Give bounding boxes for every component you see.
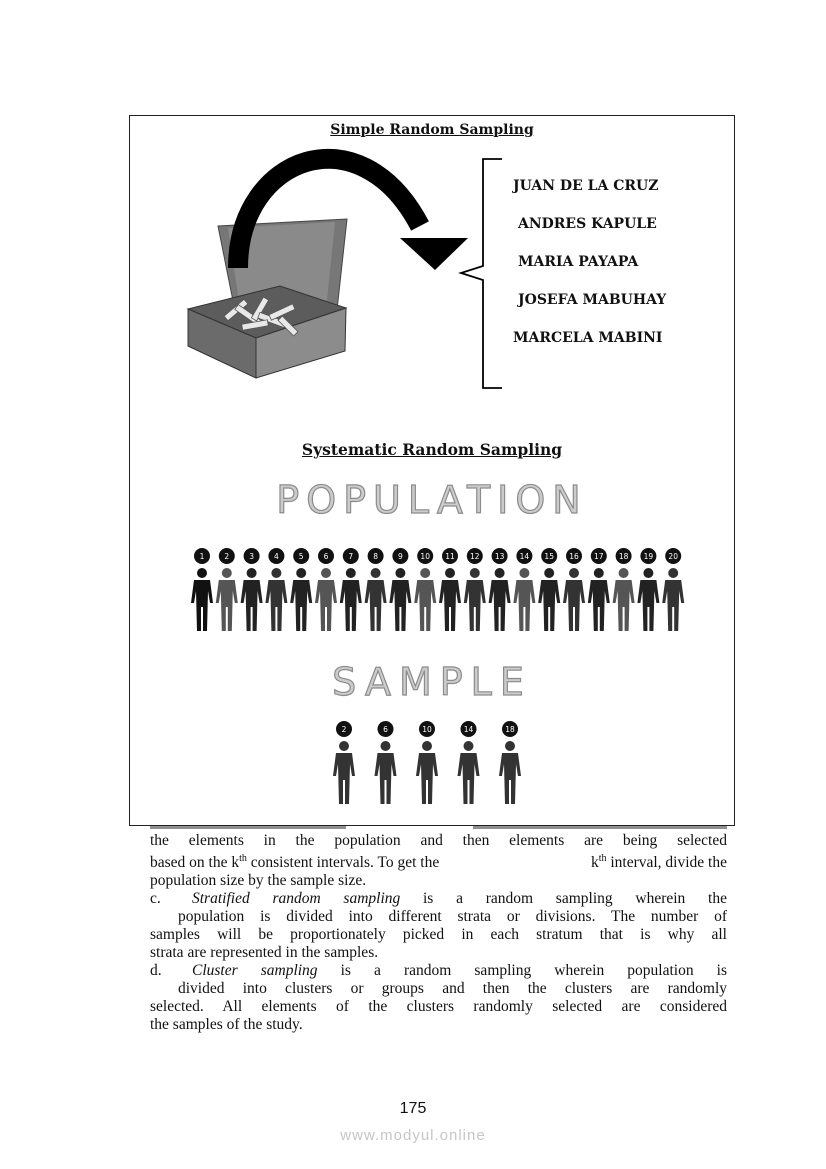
number-label: 19 bbox=[643, 552, 654, 561]
person-figure bbox=[340, 548, 362, 631]
paragraph-line: divided into clusters or groups and then the clusters are randomly bbox=[178, 980, 727, 998]
person-figure bbox=[489, 548, 511, 631]
number-label: 12 bbox=[470, 552, 480, 561]
person-figure bbox=[315, 548, 337, 631]
item-d-line bbox=[150, 962, 727, 980]
paragraph-line: samples will be proportionately picked in each stratum that is why all bbox=[150, 926, 727, 944]
systematic-random-sampling-title: Systematic Random Sampling bbox=[301, 440, 563, 459]
person-head bbox=[544, 568, 554, 578]
number-label: 2 bbox=[224, 552, 230, 561]
person-body bbox=[340, 580, 362, 631]
person-head bbox=[271, 568, 281, 578]
text-run: is a random sampling wherein population is bbox=[317, 962, 727, 980]
item-c-label: c. bbox=[150, 890, 161, 908]
person-figure bbox=[613, 548, 635, 631]
paragraph-line bbox=[150, 850, 727, 872]
lottery-box-icon bbox=[188, 219, 347, 378]
person-body bbox=[563, 580, 585, 631]
person-body bbox=[637, 580, 659, 631]
sample-label: SAMPLE bbox=[332, 660, 532, 704]
paragraph-line: selected. All elements of the clusters randomly selected are considered bbox=[150, 998, 727, 1016]
person-figure bbox=[416, 721, 438, 804]
person-head bbox=[470, 568, 480, 578]
person-body bbox=[588, 580, 610, 631]
person-figure bbox=[216, 548, 238, 631]
person-body bbox=[241, 580, 263, 631]
superscript: th bbox=[239, 853, 247, 864]
number-label: 4 bbox=[274, 552, 279, 561]
number-label: 10 bbox=[422, 725, 432, 734]
person-head bbox=[594, 568, 604, 578]
paragraph-line: population size by the sample size. bbox=[150, 872, 367, 890]
term-stratified: Stratified random sampling bbox=[192, 890, 401, 908]
number-label: 13 bbox=[494, 552, 505, 561]
person-body bbox=[265, 580, 287, 631]
sampling-figure bbox=[129, 115, 735, 826]
number-label: 6 bbox=[323, 552, 329, 561]
text-run: consistent intervals. To get the bbox=[246, 854, 440, 872]
person-body bbox=[216, 580, 238, 631]
number-label: 11 bbox=[445, 552, 455, 561]
person-head bbox=[321, 568, 331, 578]
number-label: 1 bbox=[199, 552, 205, 561]
page-number: 175 bbox=[399, 1100, 427, 1117]
person-body bbox=[414, 580, 436, 631]
selected-name: MARIA PAYAPA bbox=[518, 254, 639, 270]
person-head bbox=[420, 568, 430, 578]
number-label: 9 bbox=[398, 552, 403, 561]
number-label: 8 bbox=[373, 552, 378, 561]
person-head bbox=[668, 568, 678, 578]
person-head bbox=[371, 568, 381, 578]
person-body bbox=[458, 753, 480, 804]
text-run: interval, divide the bbox=[606, 854, 727, 872]
person-head bbox=[569, 568, 579, 578]
number-label: 18 bbox=[618, 552, 629, 561]
person-body bbox=[333, 753, 355, 804]
number-label: 20 bbox=[668, 552, 678, 561]
person-head bbox=[422, 741, 432, 751]
person-body bbox=[489, 580, 511, 631]
term-cluster: Cluster sampling bbox=[192, 962, 318, 980]
person-body bbox=[315, 580, 337, 631]
number-label: 3 bbox=[249, 552, 254, 561]
person-body bbox=[365, 580, 387, 631]
number-label: 7 bbox=[348, 552, 354, 561]
person-figure bbox=[389, 548, 411, 631]
person-head bbox=[197, 568, 207, 578]
person-body bbox=[389, 580, 411, 631]
person-body bbox=[613, 580, 635, 631]
person-figure bbox=[563, 548, 585, 631]
watermark: www.modyul.online bbox=[340, 1127, 486, 1144]
text-run: k bbox=[590, 854, 599, 872]
person-figure bbox=[513, 548, 535, 631]
number-label: 14 bbox=[519, 552, 530, 561]
selected-name: JOSEFA MABUHAY bbox=[518, 292, 667, 308]
person-body bbox=[499, 753, 521, 804]
person-body bbox=[538, 580, 560, 631]
person-figure bbox=[290, 548, 312, 631]
selected-name: JUAN DE LA CRUZ bbox=[513, 178, 659, 194]
person-head bbox=[643, 568, 653, 578]
person-figure bbox=[439, 548, 461, 631]
number-label: 16 bbox=[569, 552, 579, 561]
simple-random-sampling-title: Simple Random Sampling bbox=[330, 122, 534, 138]
person-figure bbox=[588, 548, 610, 631]
person-body bbox=[464, 580, 486, 631]
clipped-text-line bbox=[150, 825, 727, 830]
person-figure bbox=[365, 548, 387, 631]
sampling-descriptions bbox=[150, 832, 727, 1034]
paragraph-line: strata are represented in the samples. bbox=[150, 944, 379, 962]
superscript: th bbox=[598, 853, 607, 864]
person-figure bbox=[414, 548, 436, 631]
number-label: 17 bbox=[594, 552, 604, 561]
number-label: 5 bbox=[298, 552, 304, 561]
person-body bbox=[662, 580, 684, 631]
person-head bbox=[445, 568, 455, 578]
person-head bbox=[619, 568, 629, 578]
number-label: 2 bbox=[341, 725, 347, 734]
item-d-label: d. bbox=[150, 962, 162, 980]
person-head bbox=[395, 568, 405, 578]
brace-icon bbox=[461, 159, 502, 388]
person-body bbox=[439, 580, 461, 631]
person-head bbox=[464, 741, 474, 751]
paragraph-line: the samples of the study. bbox=[150, 1016, 303, 1034]
sample-people-row bbox=[333, 721, 521, 804]
paragraph-line: population is divided into different strata or divisions. The number of bbox=[178, 908, 727, 926]
person-head bbox=[505, 741, 515, 751]
person-head bbox=[222, 568, 232, 578]
person-body bbox=[416, 753, 438, 804]
person-head bbox=[346, 568, 356, 578]
person-body bbox=[513, 580, 535, 631]
person-figure bbox=[662, 548, 684, 631]
population-label: POPULATION bbox=[276, 478, 588, 522]
person-figure bbox=[265, 548, 287, 631]
person-head bbox=[495, 568, 505, 578]
number-label: 10 bbox=[420, 552, 430, 561]
selected-name: MARCELA MABINI bbox=[513, 330, 663, 346]
person-figure bbox=[333, 721, 355, 804]
person-head bbox=[296, 568, 306, 578]
person-figure bbox=[538, 548, 560, 631]
person-body bbox=[290, 580, 312, 631]
person-head bbox=[247, 568, 257, 578]
person-figure bbox=[241, 548, 263, 631]
person-body bbox=[191, 580, 213, 631]
person-figure bbox=[458, 721, 480, 804]
item-c-line bbox=[150, 890, 727, 908]
person-head bbox=[519, 568, 529, 578]
person-figure bbox=[191, 548, 213, 631]
person-figure bbox=[375, 721, 397, 804]
number-label: 14 bbox=[463, 725, 474, 734]
selected-name: ANDRES KAPULE bbox=[518, 216, 657, 232]
person-head bbox=[339, 741, 349, 751]
number-label: 18 bbox=[505, 725, 515, 734]
person-body bbox=[375, 753, 397, 804]
person-head bbox=[381, 741, 391, 751]
text-run: based on the k bbox=[150, 854, 240, 872]
person-figure bbox=[637, 548, 659, 631]
number-label: 15 bbox=[544, 552, 554, 561]
person-figure bbox=[464, 548, 486, 631]
population-people-row bbox=[191, 548, 684, 631]
text-run: is a random sampling wherein the bbox=[400, 890, 727, 908]
paragraph-line: the elements in the population and then elements are being selected bbox=[150, 832, 727, 849]
number-label: 6 bbox=[383, 725, 388, 734]
person-figure bbox=[499, 721, 521, 804]
